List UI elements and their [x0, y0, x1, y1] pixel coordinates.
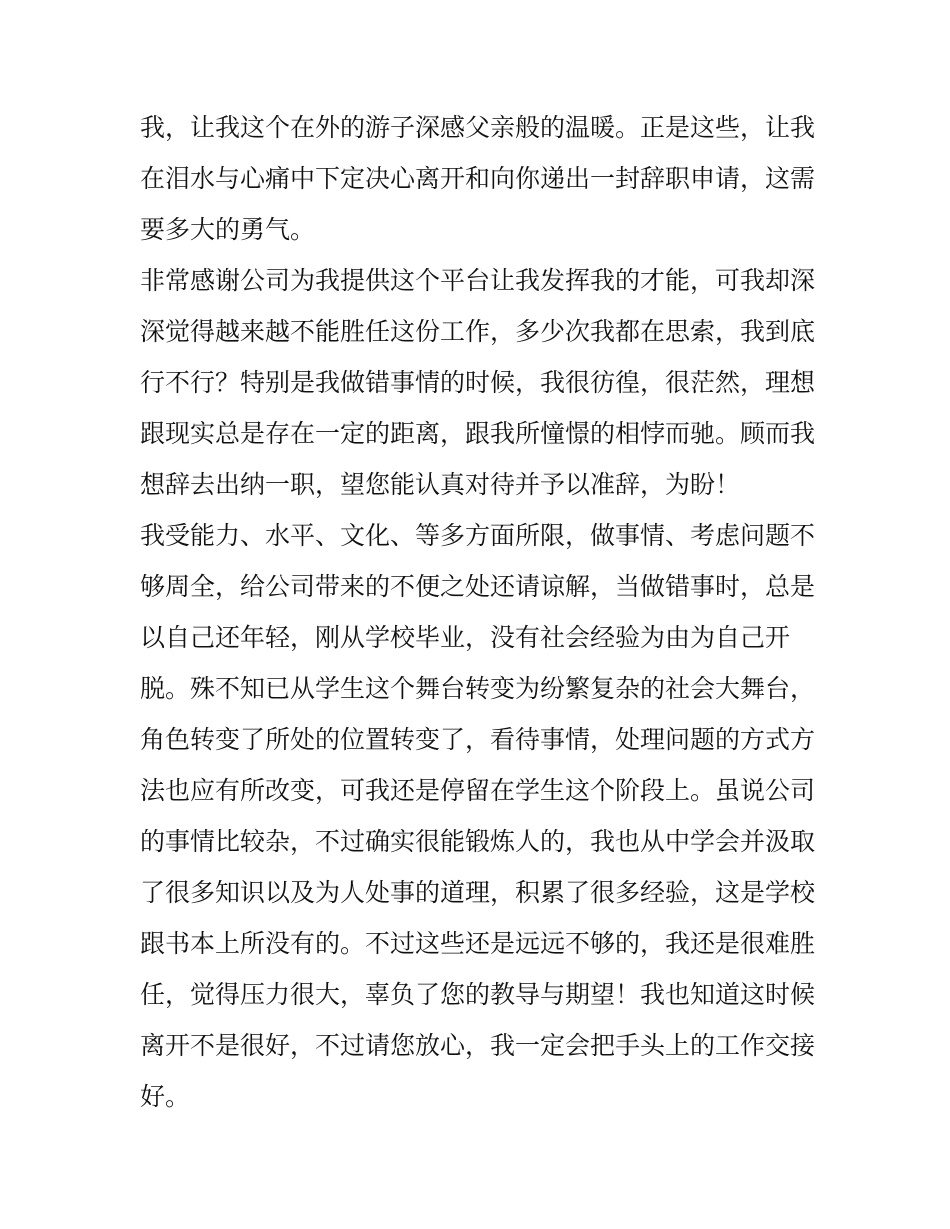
text-line: 想辞去出纳一职，望您能认真对待并予以准辞，为盼！: [140, 470, 741, 499]
text-line: 以自己还年轻，刚从学校毕业，没有社会经验为由为自己开: [140, 623, 791, 652]
text-line: 跟现实总是存在一定的距离，跟我所憧憬的相悖而驰。顾而我: [140, 419, 816, 448]
text-line: 行不行？特别是我做错事情的时候，我很彷徨，很茫然，理想: [140, 368, 816, 397]
text-line: 法也应有所改变，可我还是停留在学生这个阶段上。虽说公司: [140, 776, 816, 805]
document-body: [140, 102, 820, 1122]
text-line: 跟书本上所没有的。不过这些还是远远不够的，我还是很难胜: [140, 929, 816, 958]
text-line: 我受能力、水平、文化、等多方面所限，做事情、考虑问题不: [140, 521, 816, 550]
text-line: 深觉得越来越不能胜任这份工作，多少次我都在思索，我到底: [140, 317, 816, 346]
text-line: 角色转变了所处的位置转变了，看待事情，处理问题的方式方: [140, 725, 816, 754]
text-line: 要多大的勇气。: [140, 215, 316, 244]
text-line: 的事情比较杂，不过确实很能锻炼人的，我也从中学会并汲取: [140, 827, 816, 856]
text-line: 我，让我这个在外的游子深感父亲般的温暖。正是这些，让我: [140, 113, 816, 142]
text-line: 好。: [140, 1082, 191, 1111]
text-line: 非常感谢公司为我提供这个平台让我发挥我的才能，可我却深: [140, 266, 816, 295]
text-line: 离开不是很好，不过请您放心，我一定会把手头上的工作交接: [140, 1031, 816, 1060]
text-line: 在泪水与心痛中下定决心离开和向你递出一封辞职申请，这需: [140, 164, 816, 193]
text-line: 够周全，给公司带来的不便之处还请谅解，当做错事时，总是: [140, 572, 816, 601]
text-line: 任，觉得压力很大，辜负了您的教导与期望！我也知道这时候: [140, 980, 816, 1009]
text-line: 了很多知识以及为人处事的道理，积累了很多经验，这是学校: [140, 878, 816, 907]
text-line: 脱。殊不知已从学生这个舞台转变为纷繁复杂的社会大舞台，: [140, 674, 816, 703]
